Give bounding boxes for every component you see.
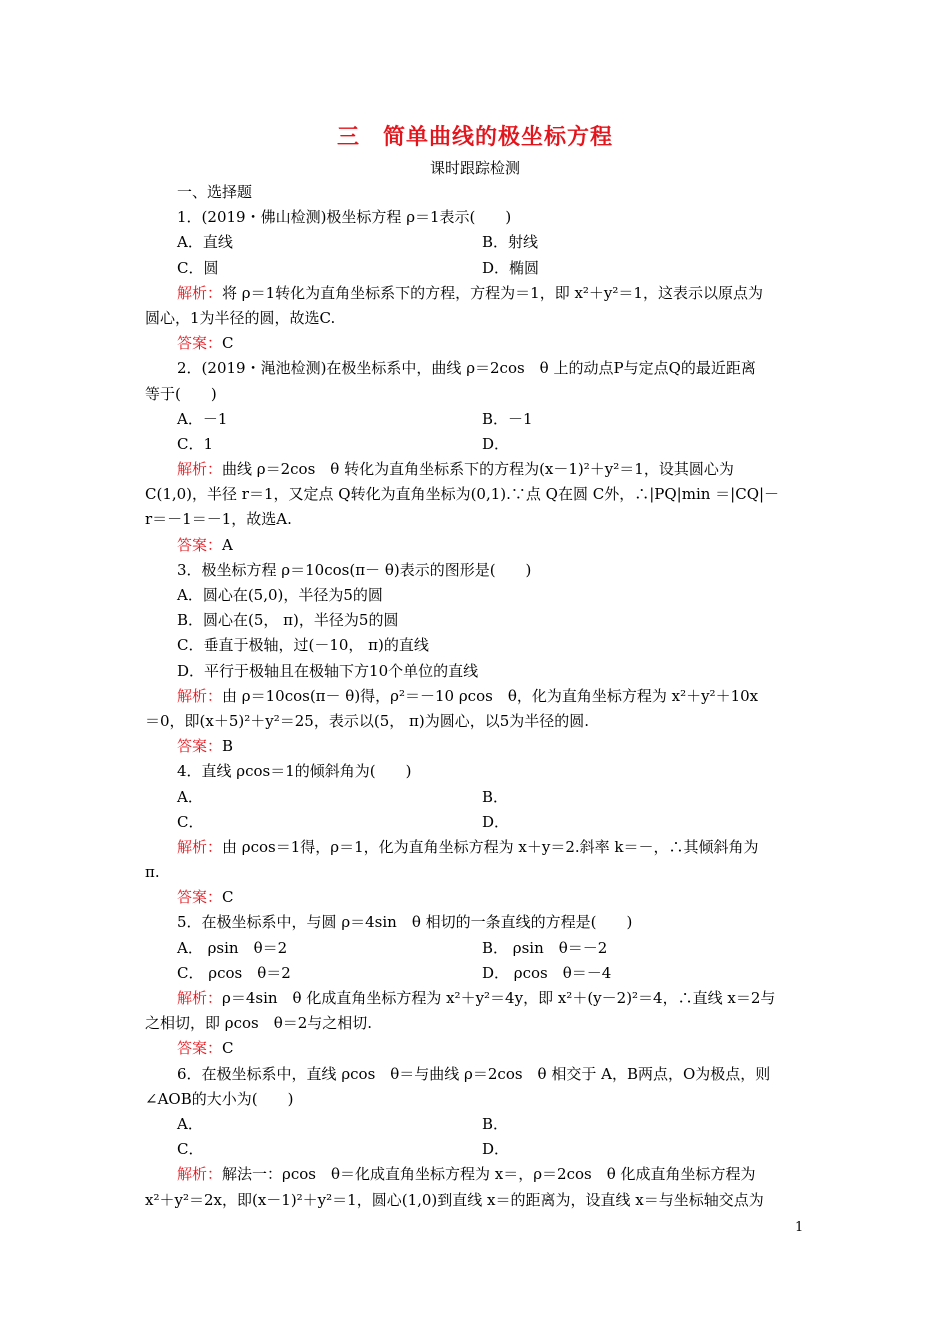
q1-analysis-text: 将 ρ＝1转化为直角坐标系下的方程，方程为＝1，即 x²＋y²＝1，这表示以原点为: [222, 283, 763, 302]
q4-option-b: B．: [482, 787, 509, 806]
analysis-label: 解析：: [177, 283, 223, 302]
q3-option-a: A．圆心在(5,0)，半径为5的圆: [177, 586, 383, 604]
q4-analysis-cont: π.: [145, 863, 160, 882]
q6-option-c: C．: [177, 1140, 204, 1159]
q6-option-b: B．: [482, 1114, 509, 1133]
q3-analysis-cont: ＝0，即(x＋5)²＋y²＝25，表示以(5， π)为圆心，以5为半径的圆.: [145, 711, 590, 730]
q3-answer-value: B: [222, 737, 234, 756]
answer-label: 答案：: [177, 334, 223, 353]
analysis-label: 解析：: [177, 837, 223, 856]
q5-option-a: A． ρsin θ＝2: [177, 938, 288, 957]
q1-analysis-cont: 圆心，1为半径的圆，故选C.: [145, 308, 336, 327]
q5-answer: [145, 1036, 810, 1061]
q1-answer-value: C: [222, 334, 234, 353]
q2-option-b: B．－1: [482, 409, 533, 428]
page-number: 1: [795, 1220, 804, 1235]
q3-stem: 3．极坐标方程 ρ＝10cos(π－ θ)表示的图形是( ): [177, 560, 532, 579]
q2-answer-value: A: [222, 535, 233, 554]
page-title: 三 简单曲线的极坐标方程: [336, 124, 613, 150]
q5-analysis-cont: 之相切，即 ρcos θ＝2与之相切.: [145, 1014, 373, 1033]
q4-option-d: D．: [482, 812, 510, 831]
q5-answer-value: C: [222, 1039, 234, 1058]
q1-options-row1: [145, 230, 810, 255]
q5-option-b: B． ρsin θ＝－2: [482, 938, 608, 957]
q1-option-c: C．圆: [177, 258, 219, 277]
q6-stem-cont: ∠AOB的大小为( ): [145, 1089, 294, 1108]
page-subtitle: 课时跟踪检测: [429, 159, 520, 177]
q6-analysis: [145, 1162, 810, 1187]
q2-answer: [145, 533, 810, 558]
q4-option-a: A．: [177, 787, 203, 806]
q4-analysis: [145, 835, 810, 860]
q1-option-b: B．射线: [482, 233, 539, 252]
q3-analysis-text: 由 ρ＝10cos(π－ θ)得，ρ²＝－10 ρcos θ，化为直角坐标方程为 x²＋y²＋10x: [222, 686, 759, 705]
answer-label: 答案：: [177, 737, 223, 756]
q1-option-d: D．椭圆: [482, 258, 540, 277]
q4-options-row1: [145, 785, 810, 810]
q4-option-c: C．: [177, 812, 204, 831]
q5-option-c: C． ρcos θ＝2: [177, 963, 291, 982]
q1-analysis: [145, 281, 810, 306]
q1-stem: 1．(2019・佛山检测)极坐标方程 ρ＝1表示( ): [177, 208, 512, 227]
q6-analysis-text: 解法一：ρcos θ＝化成直角坐标方程为 x＝，ρ＝2cos θ 化成直角坐标方程为: [222, 1165, 756, 1184]
q5-stem: 5．在极坐标系中，与圆 ρ＝4sin θ 相切的一条直线的方程是( ): [177, 913, 633, 932]
q2-analysis-text: 曲线 ρ＝2cos θ 转化为直角坐标系下的方程为(x－1)²＋y²＝1，设其圆心为: [222, 460, 734, 479]
q6-stem: 6．在极坐标系中，直线 ρcos θ＝与曲线 ρ＝2cos θ 相交于 A，B两点，O为极点，则: [177, 1064, 771, 1083]
analysis-label: 解析：: [177, 686, 223, 705]
section-heading: 一、选择题: [177, 183, 253, 201]
q1-answer: [145, 331, 810, 356]
answer-label: 答案：: [177, 888, 223, 907]
analysis-label: 解析：: [177, 460, 223, 479]
q6-option-a: A．: [177, 1114, 203, 1133]
analysis-label: 解析：: [177, 1165, 223, 1184]
answer-label: 答案：: [177, 1039, 223, 1058]
q2-analysis: [145, 457, 810, 482]
q4-answer-value: C: [222, 888, 234, 907]
q2-options-row1: [145, 407, 810, 432]
q2-analysis-cont1: C(1,0)，半径 r＝1，又定点 Q转化为直角坐标为(0,1).∵点 Q在圆 C外，∴|PQ|min ＝|CQ|－: [145, 485, 780, 504]
q4-options-row2: [145, 810, 810, 835]
q5-option-d: D． ρcos θ＝－4: [482, 963, 612, 982]
q6-options-row1: [145, 1112, 810, 1137]
q5-analysis-text: ρ＝4sin θ 化成直角坐标方程为 x²＋y²＝4y，即 x²＋(y－2)²＝4，∴直线 x＝2与: [222, 989, 776, 1007]
q2-analysis-cont2: r＝－1＝－1，故选A.: [145, 510, 292, 529]
q6-options-row2: [145, 1137, 810, 1162]
q2-option-c: C．1: [177, 434, 214, 453]
answer-label: 答案：: [177, 535, 223, 554]
q3-option-c: C．垂直于极轴，过(－10， π)的直线: [177, 636, 429, 655]
analysis-label: 解析：: [177, 989, 223, 1007]
q5-analysis: [145, 986, 810, 1011]
q1-options-row2: [145, 256, 810, 281]
q6-analysis-cont: x²＋y²＝2x，即(x－1)²＋y²＝1，圆心(1,0)到直线 x＝的距离为，设直线 x＝与坐标轴交点为: [145, 1190, 764, 1209]
q3-answer: [145, 734, 810, 759]
q2-options-row2: [145, 432, 810, 457]
q5-options-row2: [145, 961, 810, 986]
q3-analysis: [145, 684, 810, 709]
q2-stem-cont: 等于( ): [145, 384, 217, 403]
q5-options-row1: [145, 936, 810, 961]
q3-option-d: D．平行于极轴且在极轴下方10个单位的直线: [177, 661, 479, 680]
q2-option-d: D．: [482, 434, 510, 453]
q2-option-a: A．－1: [177, 409, 228, 428]
q4-stem: 4．直线 ρcos＝1的倾斜角为( ): [177, 762, 412, 781]
q6-option-d: D．: [482, 1140, 510, 1159]
q2-stem: 2．(2019・渑池检测)在极坐标系中，曲线 ρ＝2cos θ 上的动点P与定点Q的最近距离: [177, 359, 756, 378]
q4-answer: [145, 885, 810, 910]
document-body: [145, 180, 810, 1213]
q1-option-a: A．直线: [177, 233, 233, 252]
q3-option-b: B．圆心在(5， π)，半径为5的圆: [177, 611, 399, 630]
q4-analysis-text: 由 ρcos＝1得，ρ＝1，化为直角坐标方程为 x＋y＝2.斜率 k＝－，∴其倾斜角为: [222, 837, 759, 856]
